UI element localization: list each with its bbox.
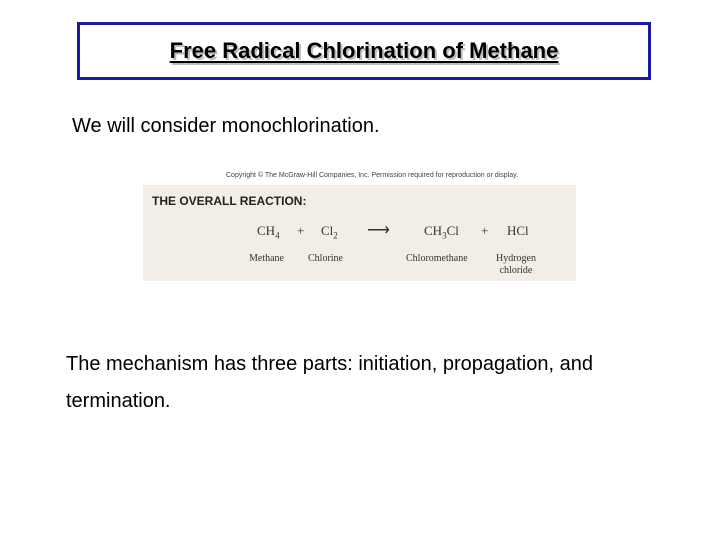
mechanism-text: The mechanism has three parts: initiation, propagation, and termination. bbox=[66, 353, 593, 412]
title-box bbox=[77, 22, 651, 80]
slide-title: Free Radical Chlorination of Methane bbox=[169, 38, 559, 63]
reaction-figure bbox=[143, 185, 576, 281]
copyright-notice: Copyright © The McGraw-Hill Companies, Inc. Permission required for reproduction or display. bbox=[226, 172, 519, 179]
methane-label: Methane bbox=[249, 253, 284, 264]
plus-sign: + bbox=[297, 223, 305, 238]
chlorine-formula: $Cl_2$ bbox=[321, 223, 338, 241]
chloromethane-formula: $CH_3Cl$ bbox=[424, 223, 459, 241]
chloromethane-label: Chloromethane bbox=[406, 253, 468, 264]
chlorine-label: Chlorine bbox=[308, 253, 343, 264]
hydrogen-chloride-label: Hydrogen chloride bbox=[496, 253, 536, 276]
methane-formula: $CH_4$ bbox=[257, 223, 280, 241]
intro-text: We will consider monochlorination. bbox=[72, 115, 380, 137]
hydrogen-chloride-formula: HCl bbox=[507, 223, 529, 238]
figure-heading: THE OVERALL REACTION: bbox=[152, 194, 307, 208]
plus-sign-2: + bbox=[481, 223, 489, 238]
reaction-arrow: ⟶ bbox=[367, 222, 390, 239]
